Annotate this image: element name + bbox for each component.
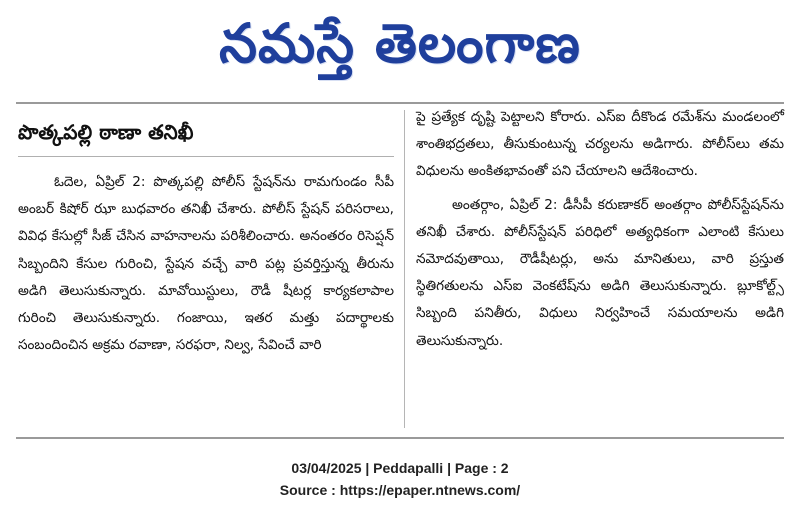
headline-divider xyxy=(18,156,394,157)
article-paragraph: ఓదెల, ఏప్రిల్ 2: పొత్కపల్లి పోలీస్ స్టేషన్‌ను రామగుండం సీపీ అంబర్ కిషోర్ ఝా బుధవారం తనిఖీ చేశారు. పోలీస్ స్టేషన్ పరిసరాలు, వివిధ కేసుల్లో సీజ్ చేసిన వాహనాలను పరిశీలించారు. అనంతరం రిసెప్షన్ సిబ్బందిని కేసుల గురించి, స్టేషన వచ్చే వారి పట్ల ప్రవర్తిస్తున్న తీరును అడిగి తెలుసుకున్నారు. మావోయిస్టులు, రౌడీ షీటర్ల కార్యకలాపాల గురించి తెలుసుకున్నారు. గంజాయి, ఇతర మత్తు పదార్థాలకు సంబందించిన అక్రమ రవాణా, సరఫరా, నిల్వ, సేవించే వారి xyxy=(18,174,394,354)
article-headline: పొత్కపల్లి ఠాణా తనిఖీ xyxy=(18,120,194,144)
newspaper-logo: నమస్తే తెలంగాణ xyxy=(219,11,581,75)
article-paragraph: పై ప్రత్యేక దృష్టి పెట్టాలని కోరారు. ఎస్ఐ దీకొండ రమేశ్‌ను మండలంలో శాంతిభద్రతలు, తీసుకుంటున్న చర్యలను అడిగారు. పోలీస్‌లు తమ విధులను అంకితభావంతో పని చేయాలని ఆదేశించారు. xyxy=(416,109,784,180)
edition-meta: 03/04/2025 | Peddapalli | Page : 2 xyxy=(291,460,509,476)
masthead xyxy=(0,0,800,86)
bottom-divider xyxy=(16,437,784,439)
article-column-left xyxy=(18,104,394,359)
article-paragraph: అంతర్గాం, ఏప్రిల్ 2: డీసీపీ కరుణాకర్ అంతర్గాం పోలీస్‌స్టేషన్‌ను తనిఖీ చేశారు. పోలీస్‌స్టేషన్ పరిధిలో అత్యధికంగా ఎలాంటి కేసులు నమోదవుతాయి, రౌడీషీటర్లు, అను మానితులు, వారి ప్రస్తుత స్థితిగతులను ఎస్ఐ వెంకటేష్‌ను అడిగి తెలుసుకున్నారు. బ్లూకోల్ట్స్ సిబ్బంది పనితీరు, విధులు నిర్వహించే సమయాలను అడిగి తెలుసుకున్నారు. xyxy=(416,196,784,349)
column-divider xyxy=(404,110,405,428)
source-link[interactable]: Source : https://epaper.ntnews.com/ xyxy=(279,482,521,498)
article-column-right xyxy=(416,104,784,355)
